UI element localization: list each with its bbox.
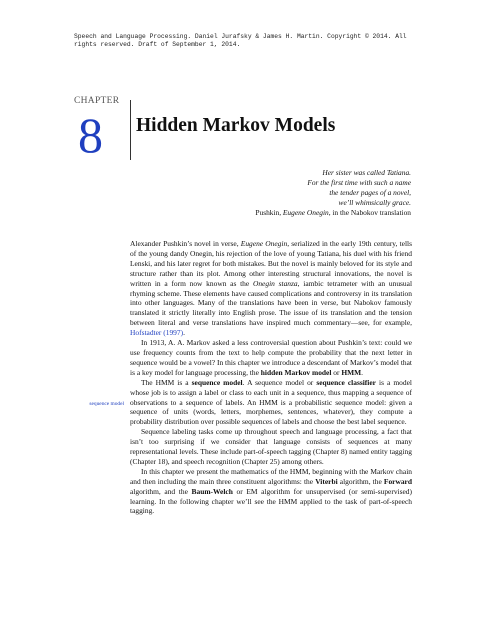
term-bold: sequence model (191, 377, 243, 387)
text-run: algorithm, the (337, 476, 384, 486)
attribution-author: Pushkin, (255, 208, 283, 217)
text-run: . (361, 367, 364, 377)
paragraph-markov (130, 338, 412, 378)
epigraph (171, 168, 411, 218)
text-run: The HMM is a (141, 377, 192, 387)
text-run: In this chapter we present the mathematics of the HMM, beginning with the Markov chain and then including the main three constituent algorithms: the (130, 466, 412, 486)
text-run: . (183, 328, 185, 338)
running-header-note: Speech and Language Processing. Daniel Jurafsky & James H. Martin. Copyright © 2014. All rights reserved. Draft of September 1, 2014. (74, 33, 407, 49)
attribution-work: Eugene Onegin (282, 208, 329, 217)
chapter-title: Hidden Markov Models (136, 115, 336, 136)
epigraph-line: Her sister was called Tatiana. (322, 168, 411, 177)
text-run: In 1913, A. A. Markov asked a less controversial question about Pushkin’s text: could we use frequency counts from the text to help compute the probability that the next letter in sequence would be a vowel? In this chapter we introduce a descendant of Markov’s model that is a key model for language processing, the (130, 338, 412, 377)
chapter-body (130, 239, 412, 516)
text-run: , serialized in the early 19th century, tells of the young dandy Onegin, his rejection of the love of young Tatiana, his duel with his friend Lenski, and his later regret for both mistakes. But the novel is mainly beloved for its style and structure rather than its plot. Among other interesting structural innovations, the novel is written in a form now known as the (130, 239, 412, 288)
epigraph-attribution (171, 208, 411, 218)
text-run: , iambic tetrameter with an unusual rhyming scheme. These elements have caused complications and controversy in its translation into other languages. Many of the translations have been in verse, but Nabokov famously translated it strictly literally into English prose. The issue of its translation and the tension between literal and verse translations have inspired much commentary—see, for example, (130, 278, 413, 328)
term-bold: HMM (341, 367, 362, 377)
text-run: or (331, 367, 342, 377)
epigraph-line: For the first time with such a name (307, 178, 411, 187)
text-run: . A sequence model or (242, 377, 317, 387)
paragraph-chapter-overview (130, 467, 412, 517)
term-bold: Viterbi (315, 476, 338, 486)
epigraph-line: we’ll whimsically grace. (338, 198, 411, 207)
text-run: or EM algorithm for unsupervised (or semi-supervised) learning. In the following chapter we’ll see the HMM applied to the task of part-of-speech tagging. (130, 486, 413, 516)
term-bold: hidden Markov model (260, 367, 332, 377)
epigraph-line: the tender pages of a novel, (329, 188, 411, 197)
text-run: algorithm, and the (130, 486, 192, 496)
term-bold: Forward (383, 476, 412, 486)
paragraph-intro (130, 239, 412, 338)
chapter-label: CHAPTER (74, 96, 120, 106)
chapter-divider-rule (130, 100, 131, 160)
paragraph-sequence-model (130, 378, 412, 428)
chapter-number: 8 (78, 107, 103, 163)
margin-note-sequence-model: sequence model (89, 401, 124, 407)
attribution-note: , in the Nabokov translation (328, 208, 411, 217)
term-bold: Baum-Welch (191, 486, 233, 496)
term-bold: sequence classifier (316, 377, 376, 387)
emphasis: Eugene Onegin (240, 239, 288, 248)
paragraph-sequence-labeling: Sequence labeling tasks come up throughout speech and language processing, a fact that isn’t too surprising if we consider that language consists of sequences at many representational levels. These include part-of-speech tagging (Chapter 8) named entity tagging (Chapter 18), and speech recognition (Chapter 25) among others. (130, 427, 412, 466)
emphasis: Onegin stanza (252, 278, 298, 288)
citation-link-hofstadter[interactable]: Hofstadter (1997) (130, 328, 184, 338)
text-run: Alexander Pushkin’s novel in verse, (130, 239, 241, 248)
text-run: is a model whose job is to assign a label or class to each unit in a sequence, thus mapping a sequence of observations to a sequence of labels. An HMM is a probabilistic sequence model: given a sequence of units (words, letters, morphemes, sentences, whatever), they compute a probability distribution over possible sequences of labels and choose the best label sequence. (130, 377, 412, 427)
